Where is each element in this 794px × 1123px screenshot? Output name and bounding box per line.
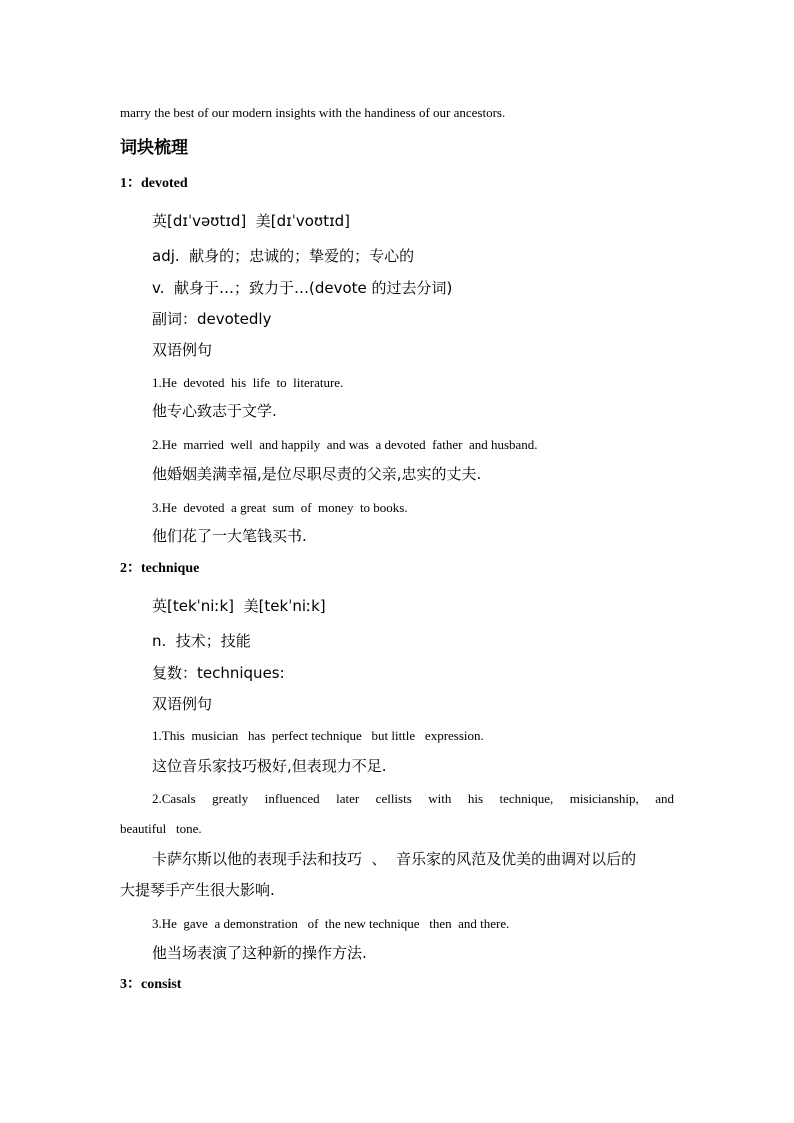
entry-definition: n. 技术；技能	[152, 632, 251, 650]
entry-phonetic: 英[dɪˈvəʊtɪd] 美[dɪˈvoʊtɪd]	[152, 212, 351, 230]
example-en: 3.He devoted a great sum of money to books.	[152, 500, 408, 515]
example-en: 1.He devoted his life to literature.	[152, 375, 344, 390]
entry-definition: adj. 献身的；忠诚的；挚爱的；专心的	[152, 247, 415, 265]
examples-heading: 双语例句	[152, 341, 213, 359]
example-en-continued: beautiful tone.	[120, 821, 202, 836]
example-en: 2.Casals greatly influenced later cellists with his technique, misicianship, and	[152, 791, 674, 806]
section-heading: 词块梳理	[120, 138, 188, 158]
example-en: 2.He married well and happily and was a devoted father and husband.	[152, 437, 538, 452]
example-zh: 他婚姻美满幸福,是位尽职尽责的父亲,忠实的丈夫.	[152, 465, 482, 483]
example-en: 3.He gave a demonstration of the new technique then and there.	[152, 916, 510, 931]
entry-definition: v. 献身于…；致力于…(devote 的过去分词)	[152, 279, 453, 297]
example-zh: 他专心致志于文学.	[152, 402, 277, 420]
example-zh-continued: 大提琴手产生很大影响.	[120, 881, 275, 899]
example-zh: 这位音乐家技巧极好,但表现力不足.	[152, 757, 387, 775]
example-zh: 他当场表演了这种新的操作方法.	[152, 944, 367, 962]
entry-form-note: 副词：devotedly	[152, 310, 272, 328]
entry-phonetic: 英[tekˈniːk] 美[tekˈniːk]	[152, 597, 326, 615]
example-en: 1.This musician has perfect technique but little expression.	[152, 728, 484, 743]
entry-form-note: 复数：techniques:	[152, 664, 285, 682]
entry-title-consist: 3：consist	[120, 977, 182, 992]
example-zh: 卡萨尔斯以他的表现手法和技巧 、 音乐家的风范及优美的曲调对以后的	[152, 850, 637, 868]
intro-line: marry the best of our modern insights with the handiness of our ancestors.	[120, 105, 506, 120]
entry-title-devoted: 1：devoted	[120, 176, 188, 191]
examples-heading: 双语例句	[152, 695, 213, 713]
example-zh: 他们花了一大笔钱买书.	[152, 527, 307, 545]
entry-title-technique: 2：technique	[120, 561, 200, 576]
